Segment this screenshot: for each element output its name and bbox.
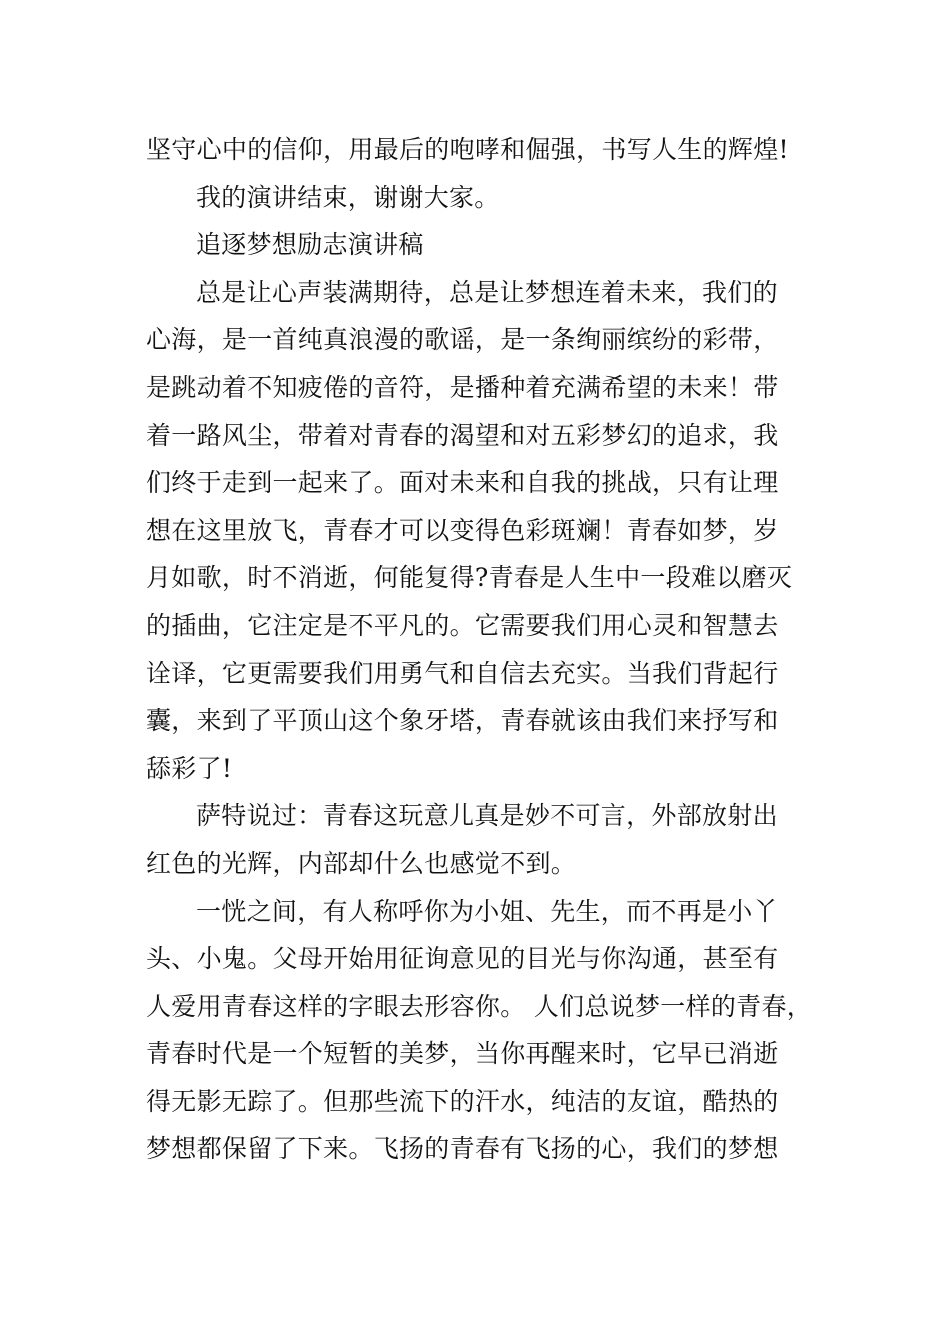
text-line: 月如歌，时不消逝，何能复得?青春是人生中一段难以磨灭 (146, 563, 793, 593)
document-body (146, 126, 811, 1173)
text-line: 人爱用青春这样的字眼去形容你。 人们总说梦一样的青春， (146, 991, 813, 1021)
text-line: 心海，是一首纯真浪漫的歌谣，是一条绚丽缤纷的彩带， (146, 325, 779, 355)
text-line: 囊，来到了平顶山这个象牙塔，青春就该由我们来抒写和 (146, 706, 779, 736)
text-line: 我的演讲结束，谢谢大家。 (196, 182, 500, 212)
text-line: 得无影无踪了。但那些流下的汗水，纯洁的友谊，酷热的 (146, 1086, 779, 1116)
text-line: 青春时代是一个短暂的美梦，当你再醒来时，它早已消逝 (146, 1039, 779, 1069)
text-line: 总是让心声装满期待，总是让梦想连着未来，我们的 (196, 277, 778, 307)
text-line: 梦想都保留了下来。飞扬的青春有飞扬的心，我们的梦想 (146, 1134, 779, 1164)
section-title: 追逐梦想励志演讲稿 (196, 230, 424, 260)
text-line: 红色的光辉，内部却什么也感觉不到。 (146, 848, 577, 878)
text-line: 头、小鬼。父母开始用征询意见的目光与你沟通，甚至有 (146, 944, 779, 974)
text-line: 诠译，它更需要我们用勇气和自信去充实。当我们背起行 (146, 658, 779, 688)
text-line: 萨特说过：青春这玩意儿真是妙不可言，外部放射出 (196, 801, 778, 831)
text-line: 是跳动着不知疲倦的音符，是播种着充满希望的未来！带 (146, 372, 779, 402)
text-line: 着一路风尘，带着对青春的渴望和对五彩梦幻的追求，我 (146, 420, 779, 450)
text-line: 坚守心中的信仰，用最后的咆哮和倔强，书写人生的辉煌! (146, 135, 789, 164)
text-line: 们终于走到一起来了。面对未来和自我的挑战，只有让理 (146, 468, 779, 498)
text-line: 一恍之间，有人称呼你为小姐、先生，而不再是小丫 (196, 896, 778, 926)
text-line: 舔彩了! (146, 753, 233, 783)
text-line: 的插曲，它注定是不平凡的。它需要我们用心灵和智慧去 (146, 610, 779, 640)
text-line: 想在这里放飞，青春才可以变得色彩斑斓！青春如梦，岁 (146, 515, 779, 545)
